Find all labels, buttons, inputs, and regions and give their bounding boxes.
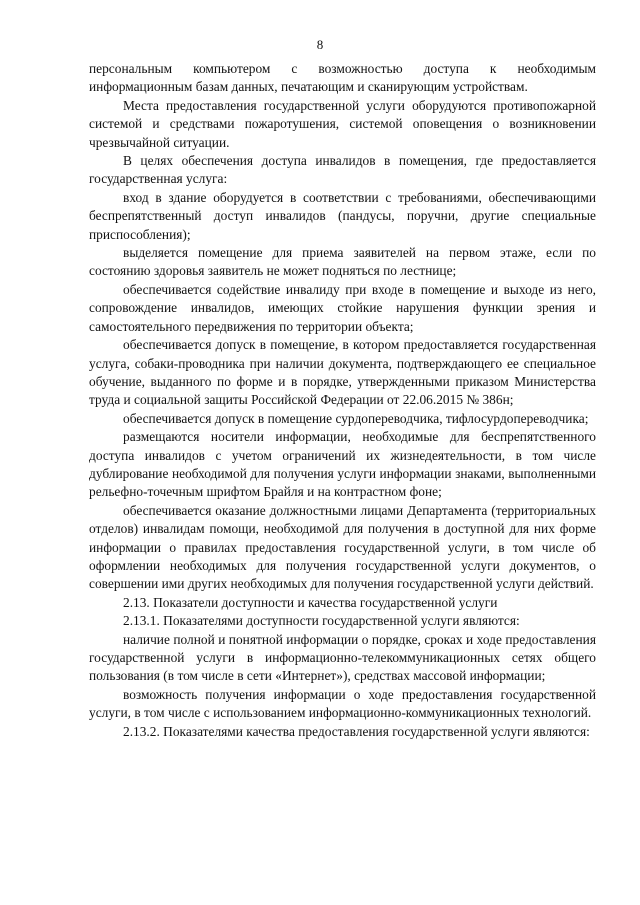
paragraph-continuation: персональным компьютером с возможностью доступа к необходимым информационным базам данных, печатающим и сканирующим устройствам.	[89, 61, 596, 95]
paragraph: обеспечивается допуск в помещение, в котором предоставляется государственная услуга, собаки-проводника при наличии документа, подтверждающего ее специальное обучение, выданного по форме и в порядке, утвержденными приказом Министерства труда и социальной защиты Российской Федерации от 22.06.2015 № 386н;	[89, 337, 596, 408]
paragraph: обеспечивается содействие инвалиду при входе в помещение и выходе из него, сопровождение инвалидов, имеющих стойкие нарушения функции зрения и самостоятельного передвижения по территории объекта;	[89, 281, 596, 334]
subsection-heading: 2.13.1. Показателями доступности государственной услуги являются:	[123, 613, 520, 629]
paragraph: возможность получения информации о ходе предоставления государственной услуги, в том числе с использованием информационно-коммуникационных технологий.	[89, 686, 596, 721]
paragraph: обеспечивается допуск в помещение сурдопереводчика, тифлосурдопереводчика;	[123, 410, 589, 426]
paragraph: размещаются носители информации, необходимые для беспрепятственного доступа инвалидов с учетом ограничений их жизнедеятельности, в том числе дублирование необходимой для получения услуги информации знаками, выполненными рельефно-точечным шрифтом Брайля и на контрастном фоне;	[89, 429, 596, 500]
page-number: 8	[316, 37, 324, 52]
paragraph: выделяется помещение для приема заявителей на первом этаже, если по состоянию здоровья заявитель не может подняться по лестнице;	[89, 245, 596, 279]
paragraph: наличие полной и понятной информации о порядке, сроках и ходе предоставления государственной услуги в информационно-телекоммуникационных сетях общего пользования (в том числе в сети «Интернет»), средствах массовой информации;	[89, 631, 596, 684]
subsection-heading: 2.13.2. Показателями качества предоставления государственной услуги являются:	[123, 723, 590, 739]
paragraph: Места предоставления государственной услуги оборудуются противопожарной системой и средствами пожаротушения, системой оповещения о возникновении чрезвычайной ситуации.	[89, 97, 596, 150]
section-heading: 2.13. Показатели доступности и качества государственной услуги	[123, 594, 498, 610]
paragraph: В целях обеспечения доступа инвалидов в помещения, где предоставляется государственная услуга:	[89, 153, 596, 187]
paragraph: вход в здание оборудуется в соответствии с требованиями, обеспечивающими беспрепятственный доступ инвалидов (пандусы, поручни, другие специальные приспособления);	[89, 189, 596, 242]
paragraph: обеспечивается оказание должностными лицами Департамента (территориальных отделов) инвалидам помощи, необходимой для получения в доступной для них форме информации о правилах предоставления государственной услуги, в том числе об оформлении необходимых для получения государственной услуги документов, о совершении ими других необходимых для получения государственной услуги действий.	[89, 502, 596, 592]
document-body	[89, 60, 596, 741]
